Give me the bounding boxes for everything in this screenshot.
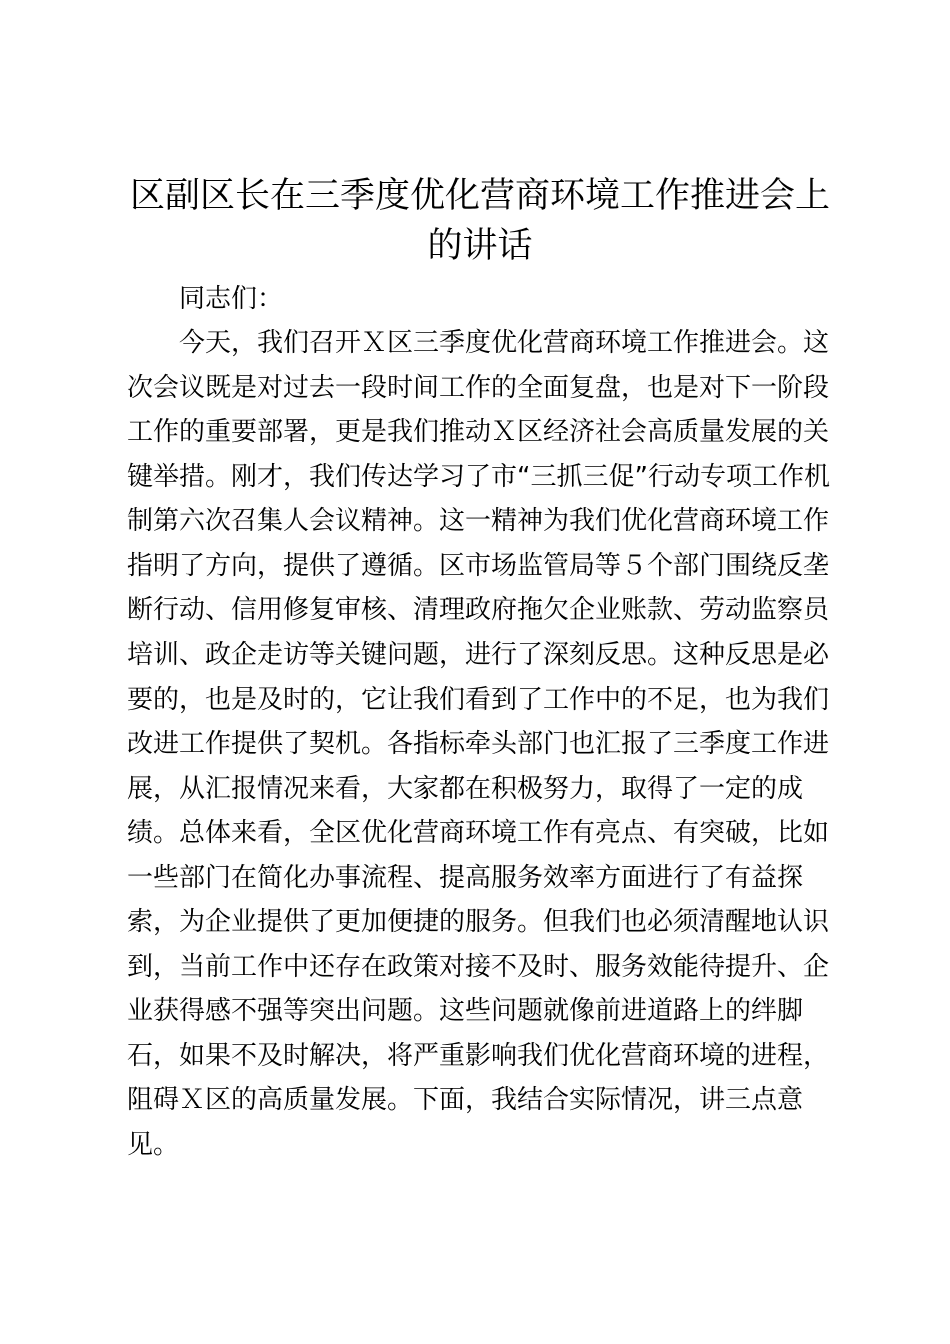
body-line: 工作的重要部署，更是我们推动Ｘ区经济社会高质量发展的关 xyxy=(127,417,830,447)
body-line: 绩。总体来看，全区优化营商环境工作有亮点、有突破，比如 xyxy=(127,818,830,848)
body-line: 今天，我们召开Ｘ区三季度优化营商环境工作推进会。这 xyxy=(179,328,830,358)
body-line: 要的，也是及时的，它让我们看到了工作中的不足，也为我们 xyxy=(127,685,830,715)
body-line: 展，从汇报情况来看，大家都在积极努力，取得了一定的成 xyxy=(127,774,804,804)
body-line: 断行动、信用修复审核、清理政府拖欠企业账款、劳动监察员 xyxy=(127,595,830,625)
body-line: 培训、政企走访等关键问题，进行了深刻反思。这种反思是必 xyxy=(127,640,830,670)
body-line: 阻碍Ｘ区的高质量发展。下面，我结合实际情况，讲三点意 xyxy=(127,1085,804,1115)
body-line: 制第六次召集人会议精神。这一精神为我们优化营商环境工作 xyxy=(127,506,830,536)
document-title-line-2: 的讲话 xyxy=(427,226,533,266)
body-line: 石，如果不及时解决，将严重影响我们优化营商环境的进程， xyxy=(127,1041,830,1071)
body-line: 指明了方向，提供了遵循。区市场监管局等５个部门围绕反垄 xyxy=(127,551,830,581)
body-line: 业获得感不强等突出问题。这些问题就像前进道路上的绊脚 xyxy=(127,996,804,1026)
body-line: 键举措。刚才，我们传达学习了市“三抓三促”行动专项工作机 xyxy=(127,462,830,492)
document-title-line-1: 区副区长在三季度优化营商环境工作推进会上 xyxy=(129,176,830,216)
body-line: 改进工作提供了契机。各指标牵头部门也汇报了三季度工作进 xyxy=(127,729,830,759)
body-line: 索，为企业提供了更加便捷的服务。但我们也必须清醒地认识 xyxy=(127,907,830,937)
body-line: 一些部门在简化办事流程、提高服务效率方面进行了有益探 xyxy=(127,863,804,893)
body-line: 到，当前工作中还存在政策对接不及时、服务效能待提升、企 xyxy=(127,952,830,982)
salutation: 同志们： xyxy=(179,284,284,314)
body-line: 次会议既是对过去一段时间工作的全面复盘，也是对下一阶段 xyxy=(127,373,830,403)
body-line: 见。 xyxy=(127,1130,180,1160)
